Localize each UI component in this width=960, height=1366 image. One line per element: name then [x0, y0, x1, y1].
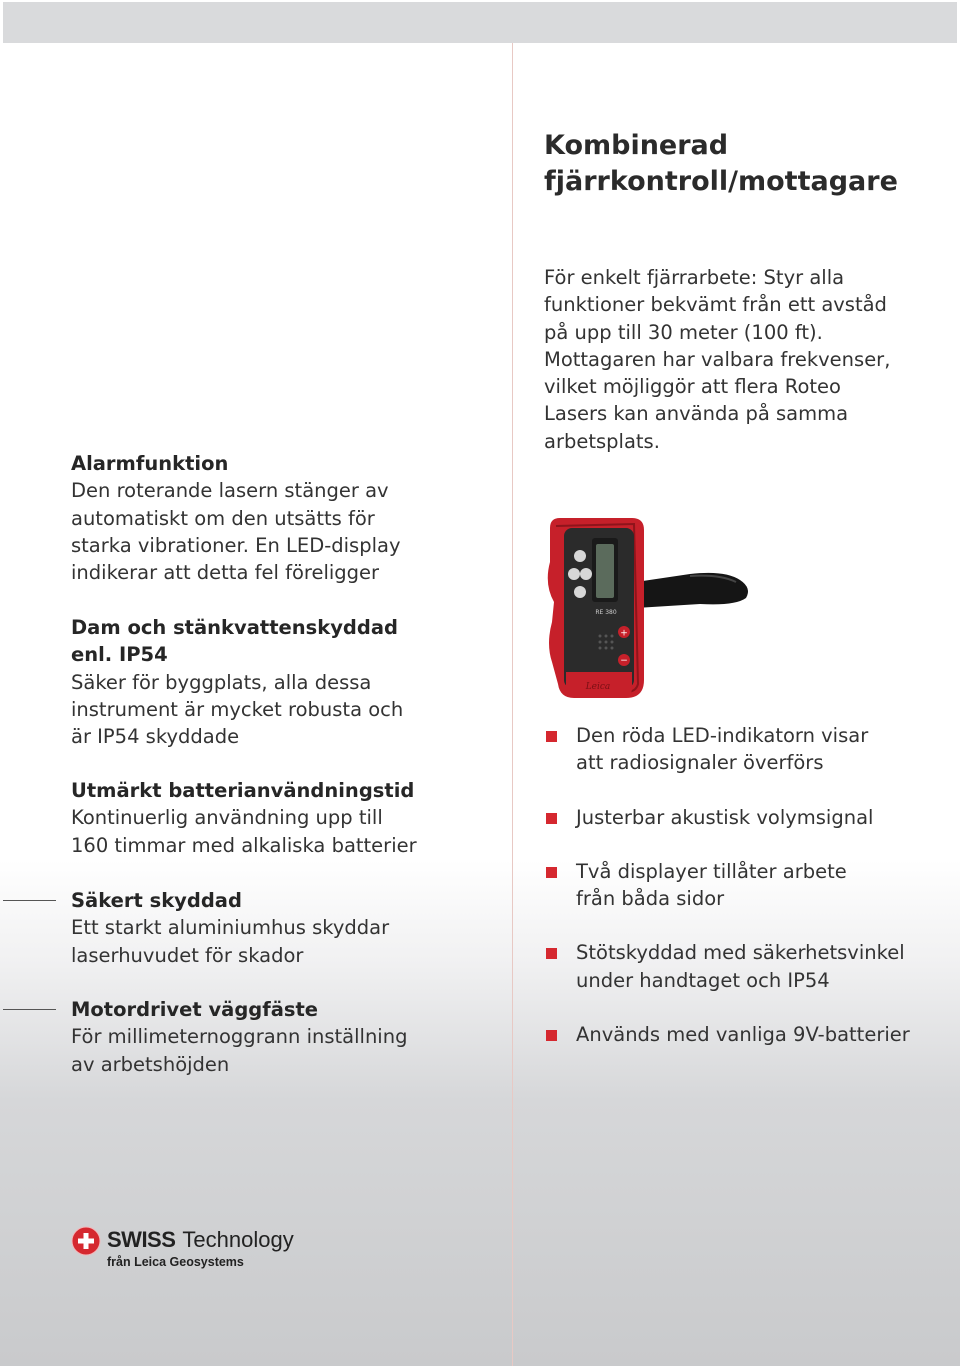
feature-ip54: [71, 614, 491, 750]
title-line: fjärrkontroll/mottagare: [544, 166, 898, 197]
bullet-line: under handtaget och IP54: [576, 968, 830, 992]
intro-line: på upp till 30 meter (100 ft).: [544, 320, 823, 344]
brand-mark: Leica: [585, 682, 611, 692]
feature-protected: [71, 887, 491, 969]
feature-desc-line: starka vibrationer. En LED-display: [71, 533, 401, 557]
bullet-item: [544, 804, 944, 831]
page-title: [544, 128, 944, 200]
feature-bullet-list: [544, 722, 944, 1075]
red-square-bullet-icon: [546, 813, 557, 824]
bullet-item: [544, 722, 944, 777]
feature-alarm: [71, 450, 491, 586]
feature-desc-line: är IP54 skyddade: [71, 725, 240, 749]
feature-desc-line: Säker för byggplats, alla dessa: [71, 670, 372, 694]
red-square-bullet-icon: [546, 948, 557, 959]
feature-battery: [71, 777, 491, 859]
intro-line: arbetsplats.: [544, 429, 660, 453]
svg-text:+: +: [620, 628, 628, 639]
bullet-line: Justerbar akustisk volymsignal: [576, 805, 874, 829]
feature-desc-line: laserhuvudet för skador: [71, 943, 304, 967]
bullet-line: att radiosignaler överförs: [576, 751, 824, 775]
feature-title: Dam och stänkvattenskyddad: [71, 616, 398, 639]
feature-desc-line: instrument är mycket robusta och: [71, 697, 404, 721]
top-band: [3, 2, 957, 43]
red-square-bullet-icon: [546, 867, 557, 878]
feature-desc-line: 160 timmar med alkaliska batterier: [71, 833, 417, 857]
intro-line: För enkelt fjärrarbete: Styr alla: [544, 266, 845, 289]
logo-swiss: SWISS: [107, 1227, 176, 1252]
red-square-bullet-icon: [546, 731, 557, 742]
bullet-item: [544, 1021, 944, 1048]
center-divider: [512, 43, 513, 1366]
bullet-line: Stötskyddad med säkerhetsvinkel: [576, 941, 905, 965]
feature-title: Alarmfunktion: [71, 452, 229, 475]
feature-title: enl. IP54: [71, 643, 168, 667]
swiss-cross-icon: [71, 1226, 101, 1256]
feature-desc-line: Den roterande lasern stänger av: [71, 479, 389, 503]
intro-line: vilket möjliggör att flera Roteo: [544, 375, 841, 399]
logo-technology: Technology: [182, 1227, 294, 1252]
margin-tick: [3, 1009, 56, 1010]
feature-wall-mount: [71, 996, 491, 1078]
feature-desc-line: Ett starkt aluminiumhus skyddar: [71, 916, 390, 940]
intro-line: Mottagaren har valbara frekvenser,: [544, 347, 891, 371]
feature-title: Motordrivet väggfäste: [71, 998, 319, 1021]
bullet-line: Två displayer tillåter arbete: [576, 859, 847, 883]
receiver-product-image: [540, 512, 760, 707]
intro-line: funktioner bekvämt från ett avståd: [544, 293, 887, 317]
title-line: Kombinerad: [544, 130, 729, 161]
swiss-technology-logo: [71, 1224, 301, 1274]
red-square-bullet-icon: [546, 1030, 557, 1041]
bullet-line: från båda sidor: [576, 887, 725, 911]
model-label: RE 380: [595, 609, 617, 616]
feature-desc-line: automatiskt om den utsätts för: [71, 506, 375, 530]
intro-line: Lasers kan använda på samma: [544, 402, 849, 426]
bullet-item: [544, 939, 944, 994]
margin-tick: [3, 900, 56, 901]
svg-text:−: −: [620, 656, 628, 666]
feature-desc-line: Kontinuerlig användning upp till: [71, 806, 383, 830]
bullet-line: Används med vanliga 9V-batterier: [576, 1023, 910, 1047]
logo-subline: från Leica Geosystems: [107, 1255, 244, 1269]
feature-desc-line: För millimeternoggrann inställning: [71, 1025, 408, 1049]
logo-wordmark: [107, 1226, 294, 1255]
feature-desc-line: av arbetshöjden: [71, 1052, 230, 1076]
intro-paragraph: [544, 264, 944, 455]
feature-desc-line: indikerar att detta fel föreligger: [71, 561, 380, 585]
feature-title: Säkert skyddad: [71, 889, 242, 912]
bullet-item: [544, 858, 944, 913]
bullet-line: Den röda LED-indikatorn visar: [576, 724, 869, 747]
feature-title: Utmärkt batterianvändningstid: [71, 779, 415, 802]
